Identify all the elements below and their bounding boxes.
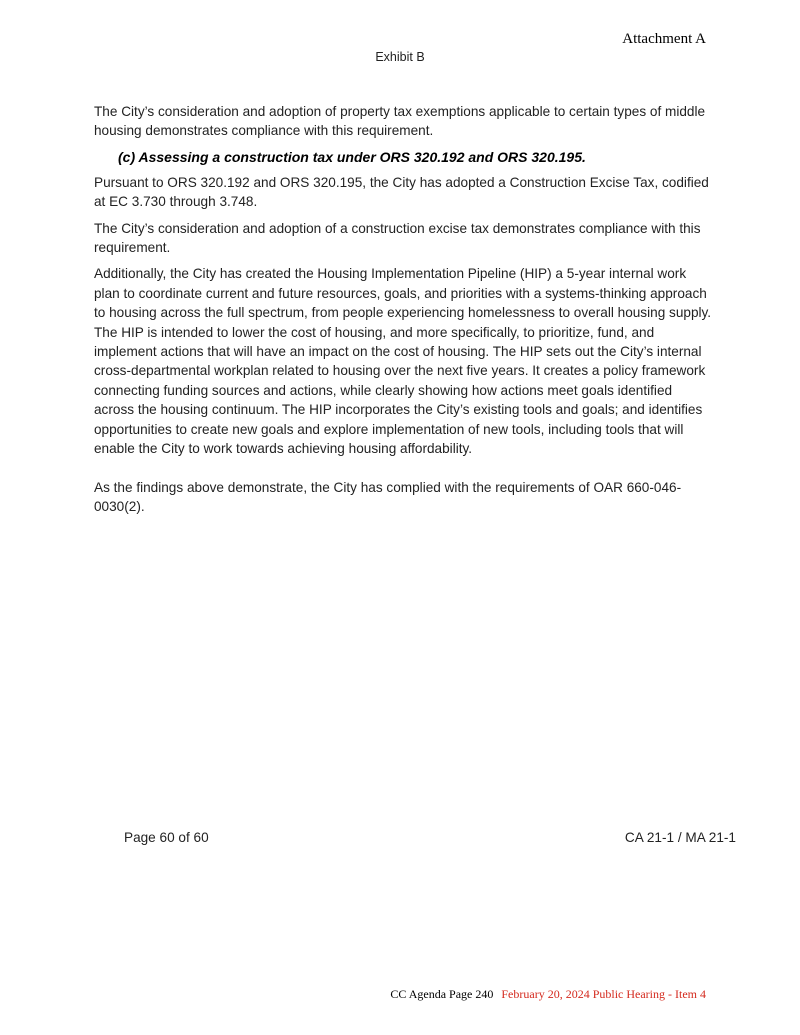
page-number: Page 60 of 60	[124, 830, 209, 845]
paragraph-construction-excise-tax: Pursuant to ORS 320.192 and ORS 320.195, the City has adopted a Construction Excise Tax, codified at EC 3.730 through 3.748.	[94, 174, 709, 210]
attachment-label: Attachment A	[622, 31, 706, 47]
hearing-label: February 20, 2024 Public Hearing - Item 4	[501, 987, 706, 1001]
document-body	[94, 102, 714, 523]
agenda-page: CC Agenda Page 240	[390, 987, 494, 1001]
agenda-footer	[390, 987, 706, 1002]
paragraph-tax-exemptions: The City’s consideration and adoption of property tax exemptions applicable to certain types of middle housing demonstrates compliance with this requirement.	[94, 104, 706, 139]
case-number: CA 21-1 / MA 21-1	[624, 830, 736, 845]
exhibit-label: Exhibit B	[375, 50, 425, 64]
paragraph-conclusion: As the findings above demonstrate, the City has complied with the requirements of OAR 660-046-0030(2).	[94, 479, 682, 514]
paragraph-housing-implementation-pipeline: Additionally, the City has created the Housing Implementation Pipeline (HIP) a 5-year internal work plan to coordinate current and future resources, goals, and priorities with a systems-thinking approach to housing across the full spectrum, from people experiencing homelessness to overall housing supply. The HIP is intended to lower the cost of housing, and more specifically, to prioritize, fund, and implement actions that will have an impact on the cost of housing. The HIP sets out the City’s internal cross-departmental workplan related to housing over the next five years. It creates a policy framework connecting funding sources and actions, while clearly showing how actions meet goals identified across the housing continuum. The HIP incorporates the City’s existing tools and goals; and identifies opportunities to create new goals and explore implementation of new tools, including tools that will enable the City to work towards achieving housing affordability.	[94, 266, 712, 457]
section-heading-c: (c) Assessing a construction tax under ORS 320.192 and ORS 320.195.	[118, 148, 586, 165]
paragraph-excise-compliance: The City’s consideration and adoption of a construction excise tax demonstrates compliance with this requirement.	[94, 220, 701, 256]
